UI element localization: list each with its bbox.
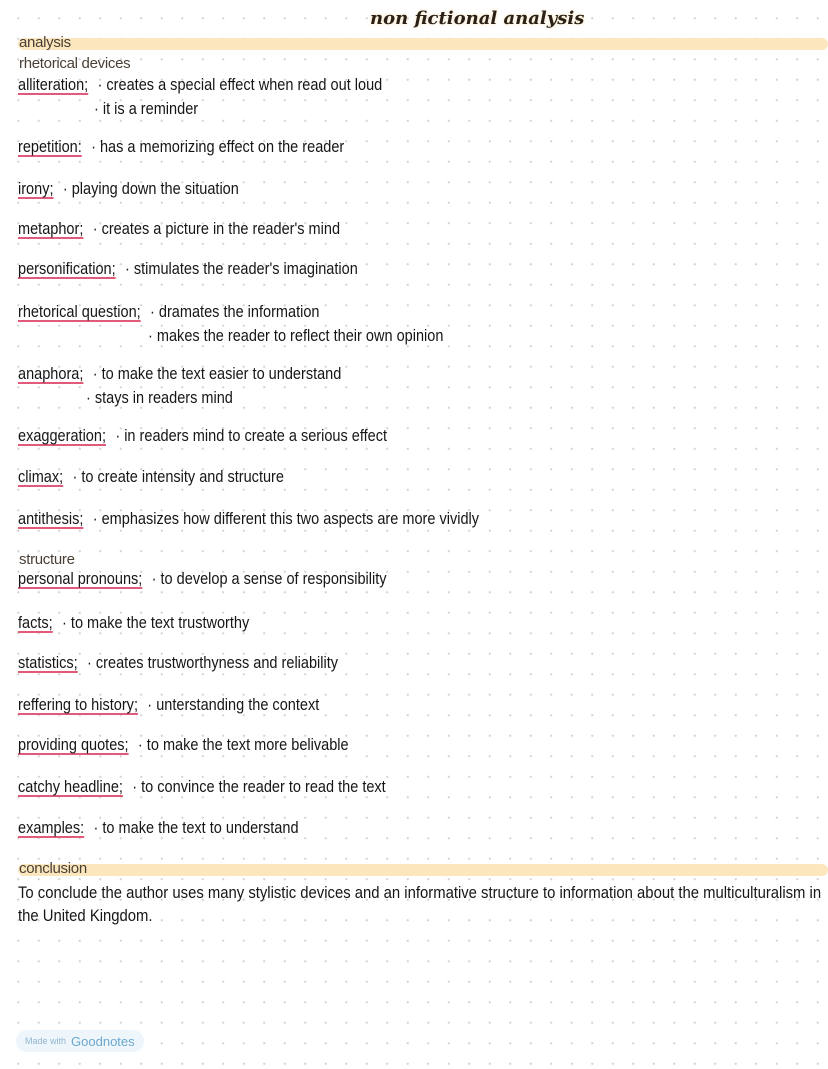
section-structure: structure [19,551,75,568]
conclusion-text: To conclude the author uses many stylistic devices and an informative structure to information about the multiculturalism in the United Kingdom. [18,884,822,925]
structure-term: facts; [18,614,53,632]
structure-term: personal pronouns; [18,570,143,588]
device-term: antithesis; [18,510,84,528]
device-point: it is a reminder [102,100,199,118]
structure-row: providing quotes; · to make the text more belivable [18,736,349,754]
device-point: stays in readers mind [94,389,233,407]
device-row: climax; · to create intensity and structure [18,468,284,486]
device-point: playing down the situation [71,180,239,198]
device-point: creates a picture in the reader's mind [101,220,341,238]
device-subpoint: · stays in readers mind [86,389,233,407]
device-row: irony; · playing down the situation [18,180,239,198]
device-term: alliteration; [18,76,89,94]
device-point: to make the text easier to understand [101,365,342,383]
structure-point: to make the text more belivable [146,736,349,754]
structure-point: unterstanding the context [156,696,320,714]
structure-point: to convince the reader to read the text [141,778,386,796]
structure-term: reffering to history; [18,696,138,714]
section-conclusion: conclusion [19,860,87,877]
structure-term: statistics; [18,654,78,672]
device-row: personification; · stimulates the reader's imagination [18,260,358,278]
device-point: makes the reader to reflect their own opinion [156,327,444,345]
device-row: alliteration; · creates a special effect when read out loud [18,76,383,94]
device-term: repetition: [18,138,82,156]
device-term: metaphor; [18,220,84,238]
section-rhetorical-devices: rhetorical devices [19,55,131,72]
page-title: non fictional analysis [370,8,585,29]
structure-point: to make the text trustworthy [70,614,250,632]
structure-row: reffering to history; · unterstanding the context [18,696,320,714]
structure-row: statistics; · creates trustworthyness and reliability [18,654,339,672]
device-point: emphasizes how different this two aspects are more vividly [101,510,480,528]
device-term: anaphora; [18,365,84,383]
structure-row: personal pronouns; · to develop a sense of responsibility [18,570,387,588]
device-row: metaphor; · creates a picture in the reader's mind [18,220,341,238]
goodnotes-brand: Goodnotes [71,1033,135,1049]
analysis-highlight-band [18,38,828,50]
structure-term: examples: [18,819,85,837]
conclusion-highlight-band [18,864,828,876]
device-row: anaphora; · to make the text easier to understand [18,365,342,383]
device-point: creates a special effect when read out loud [106,76,383,94]
device-row: antithesis; · emphasizes how different this two aspects are more vividly [18,510,480,528]
structure-term: providing quotes; [18,736,129,754]
structure-point: creates trustworthyness and reliability [95,654,339,672]
structure-row: facts; · to make the text trustworthy [18,614,250,632]
device-term: irony; [18,180,54,198]
device-point: to create intensity and structure [81,468,284,486]
device-term: exaggeration; [18,427,106,445]
device-point: dramates the information [158,303,320,321]
device-row: rhetorical question; · dramates the information [18,303,320,321]
structure-row: catchy headline; · to convince the reader to read the text [18,778,386,796]
structure-term: catchy headline; [18,778,123,796]
device-subpoint: · makes the reader to reflect their own opinion [148,327,444,345]
structure-point: to make the text to understand [102,819,299,837]
device-row: repetition: · has a memorizing effect on the reader [18,138,345,156]
device-point: in readers mind to create a serious effect [124,427,388,445]
device-point: stimulates the reader's imagination [133,260,358,278]
device-term: rhetorical question; [18,303,141,321]
device-term: climax; [18,468,64,486]
device-subpoint: · it is a reminder [94,100,199,118]
structure-row: examples: · to make the text to understand [18,819,299,837]
device-point: has a memorizing effect on the reader [99,138,345,156]
section-analysis: analysis [19,34,71,51]
structure-point: to develop a sense of responsibility [160,570,387,588]
device-row: exaggeration; · in readers mind to create a serious effect [18,427,388,445]
made-with-label: Made with [25,1036,67,1046]
device-term: personification; [18,260,116,278]
made-with-goodnotes-badge[interactable] [16,1030,144,1052]
